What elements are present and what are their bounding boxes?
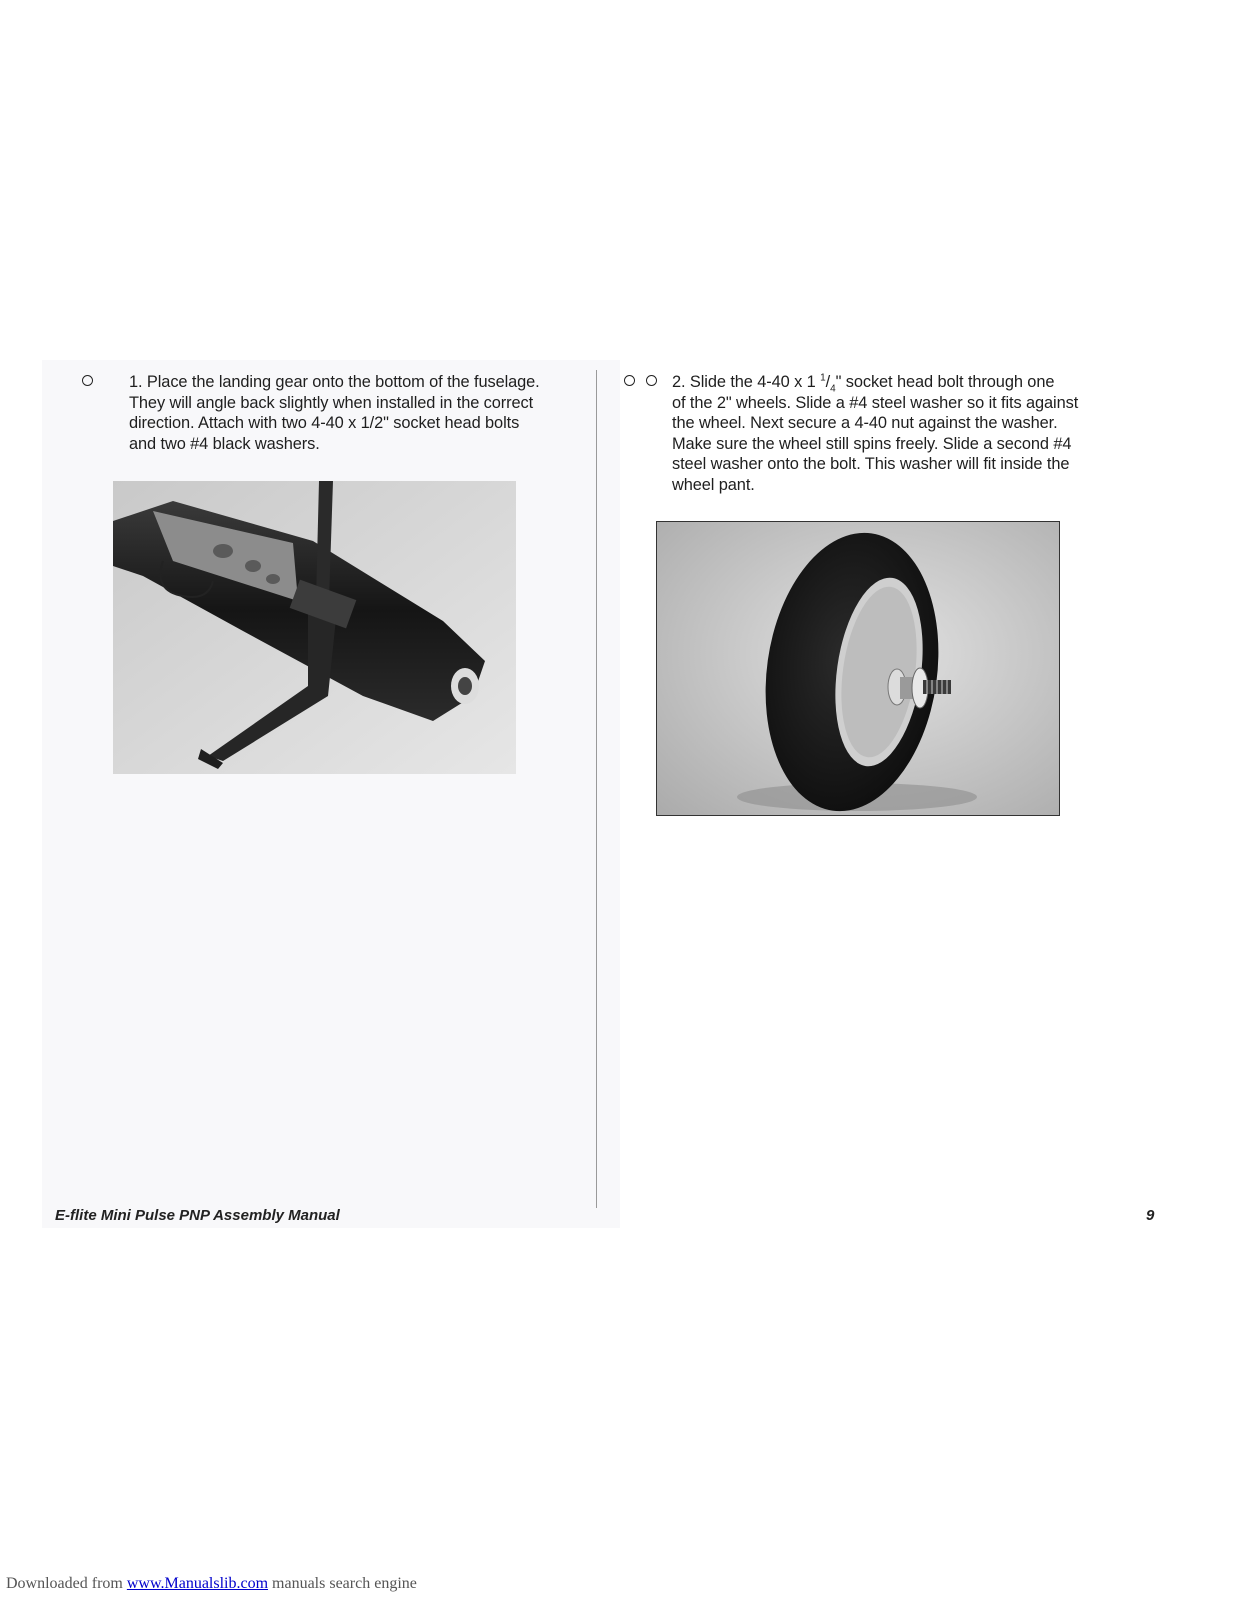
step2-fraction-denominator: 4 <box>830 383 836 395</box>
step2-line-6: wheel pant. <box>672 475 755 494</box>
step1-text <box>129 372 540 454</box>
landing-gear-photo <box>113 481 516 774</box>
step1-line-1: 1. Place the landing gear onto the bottom of the fuselage. <box>129 373 540 391</box>
download-prefix: Downloaded from <box>6 1575 127 1592</box>
step1-line-3: direction. Attach with two 4-40 x 1/2" socket head bolts <box>129 414 520 433</box>
step1-line-2: They will angle back slightly when installed in the correct <box>129 393 534 412</box>
manualslib-link[interactable]: www.Manualslib.com <box>126 1575 269 1592</box>
step2-fraction-separator: / <box>825 373 831 391</box>
column-divider <box>596 370 597 1208</box>
step1-line-4: and two #4 black washers. <box>129 434 320 453</box>
download-suffix: manuals search engine <box>268 1575 417 1592</box>
step2-line-1 <box>672 372 1078 393</box>
step2-line-1-after: " socket head bolt through one <box>835 373 1055 391</box>
step2-line-1-before: 2. Slide the 4-40 x 1 <box>672 373 821 391</box>
step2-text <box>672 372 1078 496</box>
manual-title: E-flite Mini Pulse PNP Assembly Manual <box>55 1207 340 1224</box>
wheel-photo-image <box>657 522 1059 815</box>
step2-line-3: the wheel. Next secure a 4-40 nut against the washer. <box>672 414 1058 433</box>
step2-line-4: Make sure the wheel still spins freely. Slide a second #4 <box>672 434 1072 453</box>
landing-gear-photo-image <box>113 481 516 774</box>
step2-fraction-numerator: 1 <box>820 372 826 384</box>
step2-checkbox-b[interactable] <box>646 375 657 386</box>
step2-checkbox-a[interactable] <box>624 375 635 386</box>
step2-line-5: steel washer onto the bolt. This washer will fit inside the <box>672 455 1070 474</box>
step1-checkbox[interactable] <box>82 375 93 386</box>
step2-line-2: of the 2" wheels. Slide a #4 steel washer so it fits against <box>672 393 1079 412</box>
download-source-line <box>6 1575 417 1593</box>
page-number: 9 <box>1146 1207 1155 1224</box>
wheel-photo <box>656 521 1060 816</box>
